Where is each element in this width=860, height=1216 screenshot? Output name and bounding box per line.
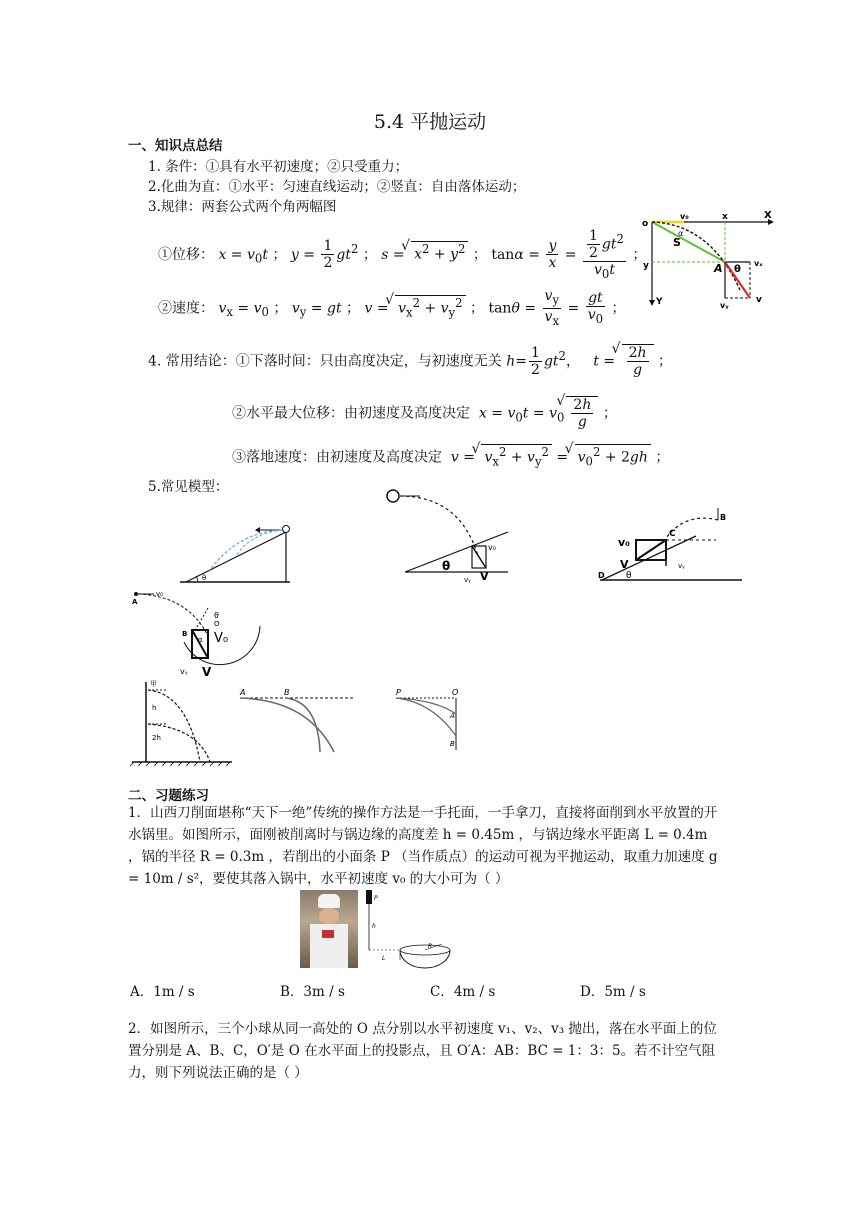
m6-b-label: B	[284, 688, 290, 697]
common-conclusion-2: ②水平最大位移：由初速度及高度决定 $x = v_0t = v_0$ √ $\frac{2h}{g}$ ；	[232, 396, 617, 430]
label-theta: θ	[734, 264, 741, 275]
model-3-incline-diagram	[596, 506, 746, 588]
m2-theta-label: θ	[442, 559, 451, 573]
m4-alpha-label: α	[198, 636, 203, 644]
label-X: X	[764, 210, 772, 221]
common-conclusion-3: ③落地速度：由初速度及高度决定 v = √ $v_x^2 + v_y^2$ = √ $v_0^2 + 2gh$ ；	[232, 444, 669, 468]
knowledge-item-3: 3.规律：两套公式两个角两幅图	[148, 199, 337, 215]
m2-v-label: V	[480, 570, 489, 583]
m4-theta-label: θ	[214, 611, 219, 620]
label-S: S	[673, 236, 681, 249]
option-c[interactable]: C．4m / s	[430, 984, 496, 1000]
m4-a-label: A	[132, 598, 138, 606]
q1-h-label: h	[372, 923, 376, 930]
label-y: y	[643, 261, 649, 271]
page-title: 5.4 平抛运动	[373, 111, 487, 133]
m2-vy-label: vᵧ	[464, 576, 471, 584]
displacement-label: ①位移：	[158, 246, 214, 263]
velocity-formulas: ②速度： $v_x = v_0$ ； $v_y$ = gt ； v = √ $v_x^2 + v_y^2$ ； tanθ = $\frac{v_y}{v_x}$ = $\frac{gt}{v_0}$ ；	[158, 288, 625, 329]
m7-b-label: B	[450, 740, 455, 748]
model-1-incline-diagram	[178, 520, 298, 585]
m5-jia-label: 甲	[150, 680, 157, 688]
m5-h-label: h	[152, 704, 157, 712]
model-2-incline-diagram	[380, 488, 510, 583]
section-heading-knowledge: 一、知识点总结	[128, 138, 223, 154]
label-vy: vᵧ	[720, 301, 729, 310]
section-heading-exercises: 二、习题练习	[128, 788, 209, 804]
q1-p-label: P	[374, 895, 378, 902]
noodle-bowl-diagram	[360, 888, 460, 970]
label-v0: v₀	[680, 212, 689, 221]
m3-vy-label: vᵧ	[678, 562, 685, 570]
label-A: A	[714, 262, 723, 275]
label-vx: vₓ	[754, 259, 763, 268]
m3-d-label: D	[598, 571, 605, 580]
knowledge-item-2: 2.化曲为直：①水平：匀速直线运动；②竖直：自由落体运动；	[148, 179, 526, 195]
option-d[interactable]: D．5m / s	[580, 984, 646, 1000]
model-7-wall-diagram	[392, 690, 466, 752]
m4-b-label: B	[182, 630, 188, 638]
m7-o-label: O	[452, 688, 459, 697]
m3-v-label: V	[620, 558, 629, 571]
q1-l-label: L	[382, 955, 386, 962]
m5-2h-label: 2h	[152, 734, 161, 742]
m7-a-label: A	[450, 712, 455, 720]
common-conclusion-1: 4. 常用结论：①下落时间：只由高度决定，与初速度无关 h= $\frac{1}{2}$ $gt^2$， t = √ $\frac{2h}{g}$ ；	[148, 344, 672, 378]
displacement-formulas: ①位移： $x = v_0t$ ； y = $\frac{1}{2}$ $gt^2$ ； s = √ $x^2 + y^2$ ； tanα = $\frac{y}{x}$ = $\frac{1}{2}$ $gt^2$ $v_0t$ ；	[158, 228, 646, 282]
m2-v0-label: v₀	[488, 543, 496, 552]
knowledge-item-1: 1. 条件：①具有水平初速度；②只受重力；	[148, 159, 409, 175]
m3-b-label: B	[720, 513, 727, 522]
conclusion-2-text: ②水平最大位移：由初速度及高度决定	[232, 405, 470, 422]
projectile-decomposition-diagram	[640, 210, 780, 310]
m7-p-label: P	[396, 688, 401, 697]
q1-r-label: R	[428, 943, 433, 950]
question-1-text: 1．山西刀削面堪称“天下一绝”传统的操作方法是一手托面，一手拿刀，直接将面削到水平放置的开水锅里。如图所示，面刚被削离时与锅边缘的高度差 h = 0.45m ，与锅边缘水平距离 L = 0.4m ，锅的半径 R = 0.3m ，若削出的小面条 P （当作质点）的运动可视为平抛运动，取重力加速度 g = 10m / s²，要使其落入锅中，水平初速度 v₀ 的大小可为（ ）	[128, 805, 718, 887]
knowledge-item-5: 5.常见模型：	[148, 479, 229, 495]
chef-photo	[300, 890, 358, 968]
m3-c-label: C	[669, 529, 676, 539]
label-v: v	[756, 295, 762, 305]
model-6-crossing-diagram	[238, 690, 356, 758]
option-a[interactable]: A．1m / s	[130, 984, 195, 1000]
m4-vy-label: vᵧ	[180, 667, 188, 676]
option-b[interactable]: B．3m / s	[280, 984, 345, 1000]
model-5-heights-diagram	[128, 676, 238, 768]
m3-theta-label: θ	[626, 571, 632, 581]
m4-v0-label: v₀	[156, 590, 163, 598]
question-2-text: 2．如图所示，三个小球从同一高处的 O 点分别以水平初速度 v₁、v₂、v₃ 抛出，落在水平面上的位置分别是 A、B、C，O′是 O 在水平面上的投影点，且 O′A：AB：BC = 1：3：5。若不计空气阻力，则下列说法正确的是（ ）	[128, 1021, 717, 1081]
label-alpha: α	[678, 229, 684, 238]
conclusion-1-text: 4. 常用结论：①下落时间：只由高度决定，与初速度无关	[148, 353, 502, 370]
m4-o-label: O	[214, 620, 220, 628]
svg-text:θ: θ	[202, 574, 207, 582]
label-Y: Y	[656, 297, 663, 307]
model-4-arc-diagram	[128, 586, 258, 678]
m4-v0-big-label: V₀	[214, 631, 229, 646]
conclusion-3-text: ③落地速度：由初速度及高度决定	[232, 449, 442, 466]
m3-v0-label: v₀	[618, 536, 630, 549]
m4-v-label: V	[202, 665, 212, 679]
m6-a-label: A	[240, 688, 246, 697]
label-o: o	[642, 219, 649, 229]
velocity-label: ②速度：	[158, 300, 214, 317]
label-x: x	[722, 212, 728, 222]
